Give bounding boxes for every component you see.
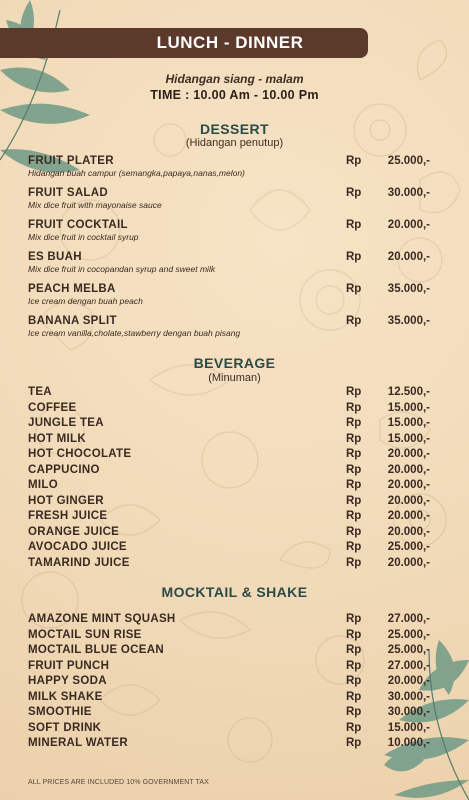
item-description: Hidangan buah campur (semangka,papaya,nanas,melon) bbox=[28, 168, 245, 178]
header-banner bbox=[0, 28, 368, 58]
mocktail-item bbox=[28, 629, 430, 645]
item-description: Mix dice fruit with mayonaise sauce bbox=[28, 200, 162, 210]
mocktail-item bbox=[28, 706, 430, 722]
item-price: 27.000,- bbox=[387, 659, 430, 672]
item-name: HOT MILK bbox=[28, 432, 86, 445]
item-price: 15.000,- bbox=[387, 432, 430, 445]
beverage-item bbox=[28, 510, 430, 526]
currency-label: Rp bbox=[346, 401, 362, 414]
currency-label: Rp bbox=[346, 659, 362, 672]
item-price: 20.000,- bbox=[387, 525, 430, 538]
item-name: AVOCADO JUICE bbox=[28, 541, 127, 553]
beverage-subtitle: (Minuman) bbox=[208, 372, 261, 384]
item-name: HOT GINGER bbox=[28, 494, 104, 507]
item-price: 30.000,- bbox=[387, 187, 430, 199]
mocktail-item bbox=[28, 675, 430, 691]
beverage-item bbox=[28, 495, 430, 511]
currency-label: Rp bbox=[346, 675, 362, 687]
item-name: BANANA SPLIT bbox=[28, 315, 117, 327]
beverage-item bbox=[28, 541, 430, 557]
currency-label: Rp bbox=[346, 251, 362, 263]
item-price: 25.000,- bbox=[387, 155, 430, 167]
item-price: 30.000,- bbox=[387, 690, 430, 703]
item-price: 30.000,- bbox=[387, 706, 430, 718]
currency-label: Rp bbox=[346, 448, 362, 460]
mocktail-item bbox=[28, 660, 430, 676]
currency-label: Rp bbox=[346, 706, 362, 718]
beverage-item bbox=[28, 557, 430, 573]
beverage-item bbox=[28, 448, 430, 464]
item-price: 20.000,- bbox=[387, 219, 430, 231]
item-name: FRUIT PLATER bbox=[28, 155, 114, 167]
item-name: MOCTAIL BLUE OCEAN bbox=[28, 644, 164, 656]
currency-label: Rp bbox=[346, 283, 362, 295]
currency-label: Rp bbox=[346, 541, 362, 553]
mocktail-item bbox=[28, 613, 430, 629]
header-subtitle: Hidangan siang - malam bbox=[165, 72, 304, 86]
currency-label: Rp bbox=[346, 556, 362, 569]
item-name: MOCTAIL SUN RISE bbox=[28, 628, 142, 641]
item-name: FRUIT COCKTAIL bbox=[28, 219, 128, 231]
currency-label: Rp bbox=[346, 187, 362, 199]
item-name: AMAZONE MINT SQUASH bbox=[28, 613, 176, 625]
currency-label: Rp bbox=[346, 613, 362, 625]
item-name: ORANGE JUICE bbox=[28, 525, 120, 538]
currency-label: Rp bbox=[346, 417, 362, 429]
mocktail-title: MOCKTAIL & SHAKE bbox=[161, 584, 308, 600]
item-price: 10.000,- bbox=[387, 737, 430, 749]
item-price: 25.000,- bbox=[387, 644, 430, 656]
currency-label: Rp bbox=[346, 479, 362, 491]
beverage-item bbox=[28, 479, 430, 495]
currency-label: Rp bbox=[346, 690, 362, 703]
mocktail-item bbox=[28, 737, 430, 753]
item-name: PEACH MELBA bbox=[28, 283, 116, 295]
item-name: FRUIT SALAD bbox=[28, 187, 108, 199]
currency-label: Rp bbox=[346, 219, 362, 231]
currency-label: Rp bbox=[346, 721, 362, 734]
item-name: HAPPY SODA bbox=[28, 675, 107, 687]
currency-label: Rp bbox=[346, 386, 362, 398]
tax-note: ALL PRICES ARE INCLUDED 10% GOVERNMENT TAX bbox=[28, 779, 209, 786]
page-title: LUNCH - DINNER bbox=[156, 33, 304, 52]
item-name: MILK SHAKE bbox=[28, 690, 103, 703]
item-description: Mix dice fruit in cocopandan syrup and sweet milk bbox=[28, 264, 216, 274]
opening-time: TIME : 10.00 Am - 10.00 Pm bbox=[150, 88, 319, 102]
beverage-title: BEVERAGE bbox=[193, 355, 276, 371]
item-name: FRESH JUICE bbox=[28, 510, 108, 522]
item-price: 20.000,- bbox=[387, 463, 430, 476]
item-name: MINERAL WATER bbox=[28, 737, 128, 749]
item-name: COFFEE bbox=[28, 401, 77, 414]
item-name: SOFT DRINK bbox=[28, 721, 102, 734]
item-name: HOT CHOCOLATE bbox=[28, 448, 132, 460]
beverage-item bbox=[28, 464, 430, 480]
item-price: 25.000,- bbox=[387, 628, 430, 641]
item-name: ES BUAH bbox=[28, 251, 82, 263]
currency-label: Rp bbox=[346, 315, 362, 327]
currency-label: Rp bbox=[346, 737, 362, 749]
mocktail-item bbox=[28, 722, 430, 738]
item-price: 15.000,- bbox=[387, 417, 430, 429]
currency-label: Rp bbox=[346, 494, 362, 507]
beverage-item bbox=[28, 526, 430, 542]
item-price: 20.000,- bbox=[387, 251, 430, 263]
dessert-item bbox=[28, 283, 430, 306]
item-price: 20.000,- bbox=[387, 556, 430, 569]
item-price: 25.000,- bbox=[387, 541, 430, 553]
dessert-item bbox=[28, 155, 430, 178]
beverage-item bbox=[28, 433, 430, 449]
item-price: 35.000,- bbox=[387, 283, 430, 295]
item-description: Mix dice fruit in cocktail syrup bbox=[28, 232, 139, 242]
beverage-item bbox=[28, 417, 430, 433]
currency-label: Rp bbox=[346, 432, 362, 445]
currency-label: Rp bbox=[346, 510, 362, 522]
dessert-title: DESSERT bbox=[200, 121, 269, 137]
dessert-item bbox=[28, 251, 430, 274]
item-name: MILO bbox=[28, 479, 58, 491]
item-price: 20.000,- bbox=[387, 448, 430, 460]
dessert-item bbox=[28, 315, 430, 338]
item-price: 27.000,- bbox=[387, 613, 430, 625]
item-name: JUNGLE TEA bbox=[28, 417, 104, 429]
mocktail-item bbox=[28, 691, 430, 707]
item-name: TAMARIND JUICE bbox=[28, 556, 130, 569]
currency-label: Rp bbox=[346, 463, 362, 476]
item-name: FRUIT PUNCH bbox=[28, 659, 110, 672]
item-price: 12.500,- bbox=[387, 386, 430, 398]
mocktail-item bbox=[28, 644, 430, 660]
dessert-subtitle: (Hidangan penutup) bbox=[185, 137, 284, 149]
item-price: 20.000,- bbox=[387, 675, 430, 687]
dessert-item bbox=[28, 187, 430, 210]
item-price: 35.000,- bbox=[387, 315, 430, 327]
item-description: Ice cream vanilla,cholate,stawberry dengan buah pisang bbox=[28, 328, 241, 338]
currency-label: Rp bbox=[346, 155, 362, 167]
item-price: 15.000,- bbox=[387, 721, 430, 734]
item-price: 15.000,- bbox=[387, 401, 430, 414]
item-description: Ice cream dengan buah peach bbox=[28, 296, 143, 306]
currency-label: Rp bbox=[346, 525, 362, 538]
item-name: SMOOTHIE bbox=[28, 706, 92, 718]
beverage-item bbox=[28, 402, 430, 418]
item-name: CAPPUCINO bbox=[28, 463, 100, 476]
item-price: 20.000,- bbox=[387, 494, 430, 507]
dessert-item bbox=[28, 219, 430, 242]
currency-label: Rp bbox=[346, 644, 362, 656]
item-price: 20.000,- bbox=[387, 479, 430, 491]
currency-label: Rp bbox=[346, 628, 362, 641]
item-price: 20.000,- bbox=[387, 510, 430, 522]
beverage-item bbox=[28, 386, 430, 402]
item-name: TEA bbox=[28, 386, 52, 398]
